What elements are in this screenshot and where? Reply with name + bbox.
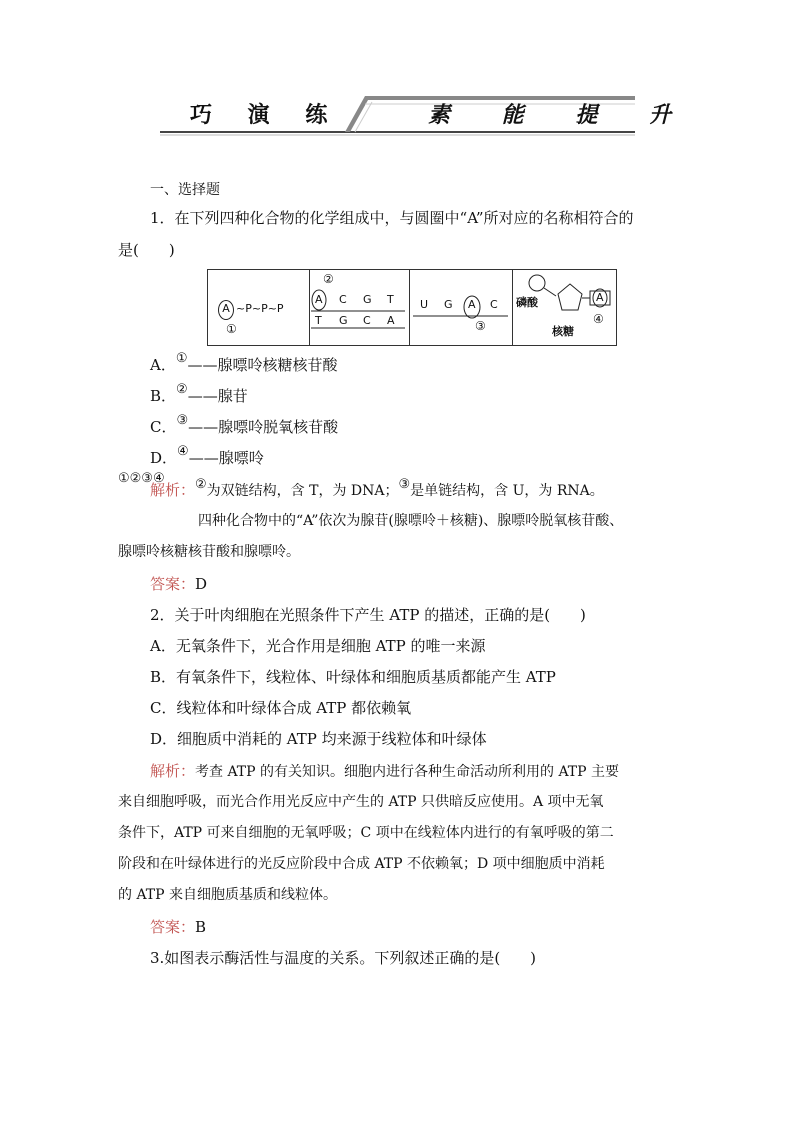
q2-answer-label: 答案： [150,918,196,936]
q1-option-a-letter: A． [150,356,176,374]
panel2-strands [309,270,409,345]
q1-option-d-marker: ④ [177,444,189,459]
q2-explanation-line2: 来自细胞呼吸，而光合作用光反应中产生的 ATP 只供暗反应使用。A 项中无氧 [118,794,604,810]
q1-explanation-part1: 为双链结构，含 T，为 DNA； [206,483,399,499]
q1-stem-line1: 1．在下列四种化合物的化学组成中，与圆圈中“A”所对应的名称相符合的 [150,209,634,227]
q2-option-b: B．有氧条件下，线粒体、叶绿体和细胞质基质都能产生 ATP [150,668,556,686]
panel2-bottom-3: A [387,314,395,327]
q1-option-d-text: ——腺嘌呤 [188,449,264,467]
panel2-top-3: T [387,293,394,306]
q2-option-c: C．线粒体和叶绿体合成 ATP 都依赖氧 [150,699,412,717]
panel2-top-2: G [363,293,372,306]
panel1-circle: A [218,300,234,320]
q1-option-b [150,382,248,408]
panel4-sugar-label: 核糖 [552,325,574,338]
panel4-base: A [596,291,604,304]
q1-explanation-line3: 腺嘌呤核糖核苷酸和腺嘌呤。 [118,544,300,560]
figure-panel-2 [309,270,410,345]
q1-option-b-text: ——腺苷 [187,387,248,405]
q1-option-b-marker: ② [176,382,188,397]
q1-option-a [150,351,338,377]
q1-explanation-line2: 四种化合物中的“A”依次为腺苷(腺嘌呤＋核糖)、腺嘌呤脱氧核苷酸、 [198,513,624,529]
panel3-base-0: U [420,298,429,311]
q1-explanation-part2: 是单链结构，含 U，为 RNA。 [410,483,604,499]
q2-answer-value: B [195,918,207,936]
q1-option-d [150,444,264,470]
header-right-title: 素 能 提 升 [428,102,693,128]
q1-explanation-line1 [150,477,604,502]
q2-explanation-line5: 的 ATP 来自细胞质基质和线粒体。 [118,887,338,903]
q2-explanation-text-1: 考查 ATP 的有关知识。细胞内进行各种生命活动所利用的 ATP 主要 [195,764,620,780]
q2-stem: 2．关于叶肉细胞在光照条件下产生 ATP 的描述，正确的是( ) [150,606,586,624]
q1-option-c [150,413,339,439]
q1-answer [150,574,207,594]
q2-answer [150,917,206,937]
q1-answer-label: 答案： [150,575,196,593]
header-left-title: 巧 演 练 [190,103,342,128]
q2-option-a: A．无氧条件下，光合作用是细胞 ATP 的唯一来源 [150,637,486,655]
nucleotide-figure [207,269,617,346]
q2-option-d: D．细胞质中消耗的 ATP 均来源于线粒体和叶绿体 [150,730,487,748]
q2-explanation-line3: 条件下，ATP 可来自细胞的无氧呼吸；C 项中在线粒体内进行的有氧呼吸的第二 [118,825,614,841]
panel3-base-2: A [468,298,476,311]
panel3-marker: ③ [475,319,486,333]
panel2-bottom-0: T [315,314,322,327]
q1-explanation-label: 解析： [150,481,196,499]
panel2-marker: ② [323,272,334,286]
q1-option-a-text: ——腺嘌呤核糖核苷酸 [187,356,338,374]
q1-explanation-overlay-markers: ①②③④ [118,471,165,486]
q2-explanation-label: 解析： [150,762,196,780]
q1-option-c-letter: C． [150,418,177,436]
panel1-formula-tail: ~P~P~P [236,302,284,315]
q1-answer-value: D [195,575,208,593]
panel4-phosphate-label: 磷酸 [516,296,538,309]
q1-stem-line2: 是( ) [118,241,175,259]
figure-panel-3 [409,270,513,345]
panel2-bottom-1: G [339,314,348,327]
section-title: 一、选择题 [150,182,220,198]
q1-explanation-marker-2: ② [195,477,207,492]
q1-option-c-marker: ③ [176,413,189,428]
figure-panel-1 [208,270,310,345]
q1-option-d-letter: D． [150,449,178,467]
q2-explanation-line1 [150,761,619,782]
panel2-bottom-2: C [363,314,371,327]
page-header [160,92,693,137]
panel4-marker: ④ [593,312,604,326]
panel3-base-1: G [444,298,453,311]
q1-option-b-letter: B． [150,387,177,405]
panel3-base-3: C [490,298,498,311]
panel2-top-1: C [339,293,347,306]
q3-stem: 3.如图表示酶活性与温度的关系。下列叙述正确的是( ) [150,949,537,967]
q1-explanation-marker-3: ③ [398,477,411,492]
q1-option-c-text: ——腺嘌呤脱氧核苷酸 [188,418,339,436]
q1-option-a-marker: ① [175,351,188,366]
panel2-top-0: A [315,293,323,306]
figure-panel-4 [512,270,616,345]
panel1-marker: ① [226,322,237,336]
q2-explanation-line4: 阶段和在叶绿体进行的光反应阶段中合成 ATP 不依赖氧；D 项中细胞质中消耗 [118,856,605,872]
